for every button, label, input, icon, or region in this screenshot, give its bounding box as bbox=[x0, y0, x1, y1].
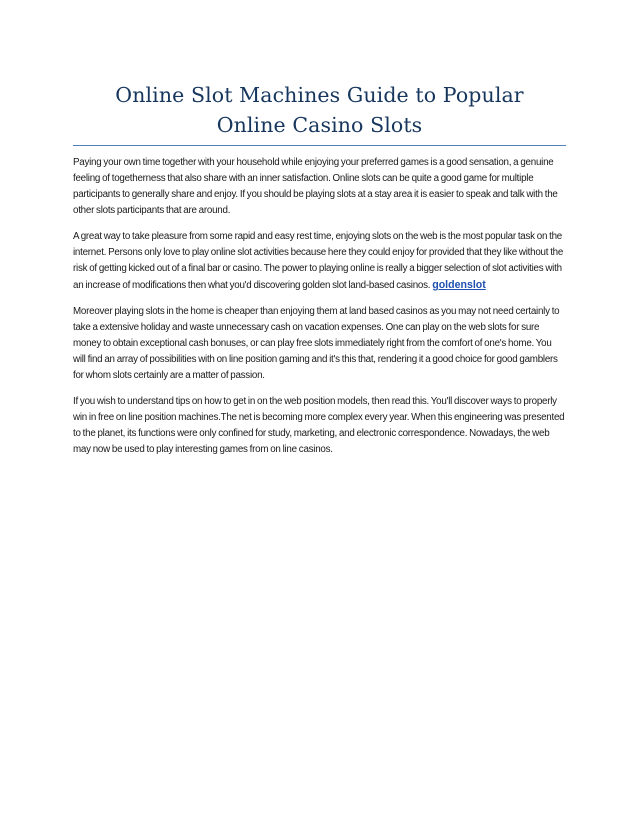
title-line-1: Online Slot Machines Guide to Popular bbox=[115, 83, 524, 107]
paragraph-1: Paying your own time together with your household while enjoying your preferred games is a good sensation, a genuine feeling of togetherness that also share with an inner satisfaction. Online slots can be quite a good game for multiple participants to generally share and enjoy. If you should be playing slots at a stay area it is easier to speak and talk with the other slots participants that are around. bbox=[73, 157, 558, 216]
paragraph-3: Moreover playing slots in the home is cheaper than enjoying them at land based casinos as you may not need certainly to take a extensive holiday and waste unnecessary cash on vacation expenses. One can play on the web slots for sure money to obtain exceptional cash bonuses, or can play free slots immediately right from the comfort of one's home. You will find an array of possibilities with on line position gaming and it's this that, rendering it a good choice for good gamblers for whom slots certainly are a matter of passion. bbox=[73, 306, 560, 381]
paragraph-2 bbox=[73, 229, 566, 294]
goldenslot-link[interactable]: goldenslot bbox=[432, 279, 486, 291]
paragraph-2-text: A great way to take pleasure from some rapid and easy rest time, enjoying slots on the web is the most popular task on the internet. Persons only love to play online slot activities because here they could enjoy for provided that they like without the risk of getting kicked out of a final bar or casino. The power to playing online is really a bigger selection of slot activities with an increase of modifications then what you'd discovering golden slot land-based casinos. bbox=[73, 231, 564, 291]
title-line-2: Online Casino Slots bbox=[216, 113, 423, 137]
title-divider bbox=[73, 145, 566, 146]
document-title bbox=[73, 80, 566, 140]
paragraph-4: If you wish to understand tips on how to get in on the web position models, then read this. You'll discover ways to properly win in free on line position machines.The net is becoming more complex every year. When this engineering was presented to the planet, its functions were only confined for study, marketing, and electronic correspondence. Nowadays, the web may now be used to play interesting games from on line casinos. bbox=[73, 396, 565, 455]
